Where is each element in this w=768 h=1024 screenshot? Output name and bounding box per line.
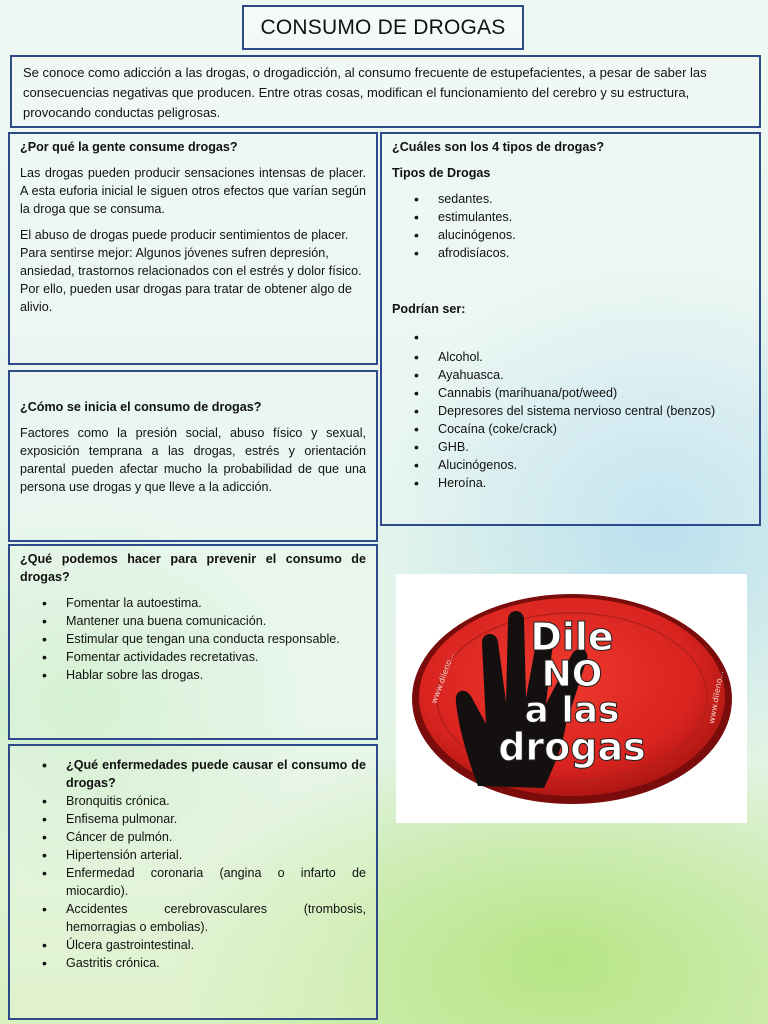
list-item: • Gastritis crónica. — [66, 954, 366, 972]
list-item: • alucinógenos. — [438, 226, 749, 244]
why-paragraph-1: Las drogas pueden producir sensaciones intensas de placer. A esta euforia inicial le siguen otros efectos que varían según la droga que se consuma. — [20, 166, 366, 216]
prevent-question: ¿Qué podemos hacer para prevenir el consumo de drogas? — [20, 552, 366, 584]
list-item-empty — [438, 328, 749, 348]
intro-box — [10, 55, 761, 128]
list-item: • Hipertensión arterial. — [66, 846, 366, 864]
list-item: • Fomentar actividades recretativas. — [66, 648, 366, 666]
page-title: CONSUMO DE DROGAS — [260, 15, 506, 39]
badge-ring-right-text: www.dileno... — [707, 670, 726, 725]
why-line-a: El abuso de drogas puede producir sentimientos de placer. — [20, 228, 349, 242]
list-item: • Cocaína (coke/crack) — [438, 420, 749, 438]
badge-line-4: drogas — [498, 725, 646, 769]
list-item: • Hablar sobre las drogas. — [66, 666, 366, 684]
could-be-label: Podrían ser: — [392, 302, 466, 316]
why-line-c: Por ello, pueden usar drogas para tratar de obtener algo de alivio. — [20, 282, 352, 314]
list-item: • Alucinógenos. — [438, 456, 749, 474]
types-box — [380, 132, 761, 526]
list-item: • Enfisema pulmonar. — [66, 810, 366, 828]
prevent-box — [8, 544, 378, 740]
types-label: Tipos de Drogas — [392, 166, 491, 180]
types-list — [392, 190, 749, 262]
list-item: • GHB. — [438, 438, 749, 456]
list-item: • Accidentes cerebrovasculares (trombosis, hemorragias o embolias). — [66, 900, 366, 936]
start-text: Factores como la presión social, abuso físico y sexual, exposición temprana a las drogas, estrés y orientación parental pueden afectar mucho la probabilidad de que una persona use drogas y que lleve a la adicción. — [20, 426, 366, 494]
why-paragraph-2 — [20, 226, 366, 316]
list-item: • afrodisíacos. — [438, 244, 749, 262]
types-question: ¿Cuáles son los 4 tipos de drogas? — [392, 140, 605, 154]
list-item: • estimulantes. — [438, 208, 749, 226]
badge-line-3: a las — [524, 690, 620, 731]
why-question: ¿Por qué la gente consume drogas? — [20, 140, 238, 154]
list-item: • Depresores del sistema nervioso central (benzos) — [438, 402, 749, 420]
list-item: • Heroína. — [438, 474, 749, 492]
list-item: • Úlcera gastrointestinal. — [66, 936, 366, 954]
no-drugs-badge-image — [396, 574, 747, 823]
title-box — [242, 5, 524, 50]
list-item: • Alcohol. — [438, 348, 749, 366]
why-box — [8, 132, 378, 365]
list-item: • Enfermedad coronaria (angina o infarto de miocardio). — [66, 864, 366, 900]
diseases-list — [20, 750, 366, 972]
diseases-question: • ¿Qué enfermedades puede causar el consumo de drogas? — [66, 756, 366, 792]
start-box — [8, 370, 378, 542]
no-drugs-badge — [396, 574, 747, 823]
list-item: • Cannabis (marihuana/pot/weed) — [438, 384, 749, 402]
why-line-b: Para sentirse mejor: Algunos jóvenes sufren depresión, ansiedad, trastornos relacionados con el estrés y dolor físico. — [20, 246, 362, 278]
intro-text: Se conoce como adicción a las drogas, o drogadicción, al consumo frecuente de estupefacientes, a pesar de saber las consecuencias negativas que producen. Entre otras cosas, modifican el funcionamiento del cerebro y su estructura, provocando conductas peligrosas. — [23, 65, 707, 120]
start-question: ¿Cómo se inicia el consumo de drogas? — [20, 400, 262, 414]
list-item: • Bronquitis crónica. — [66, 792, 366, 810]
list-item: • Ayahuasca. — [438, 366, 749, 384]
could-be-list — [392, 328, 749, 492]
badge-line-1: Dile — [530, 615, 614, 659]
list-item: • Cáncer de pulmón. — [66, 828, 366, 846]
prevent-list — [20, 594, 366, 684]
diseases-box — [8, 744, 378, 1020]
badge-line-2: NO — [541, 654, 603, 695]
list-item: • sedantes. — [438, 190, 749, 208]
badge-ring-left-text: www.dileno... — [429, 651, 457, 705]
list-item: • Estimular que tengan una conducta responsable. — [66, 630, 366, 648]
list-item: • Fomentar la autoestima. — [66, 594, 366, 612]
list-item: • Mantener una buena comunicación. — [66, 612, 366, 630]
